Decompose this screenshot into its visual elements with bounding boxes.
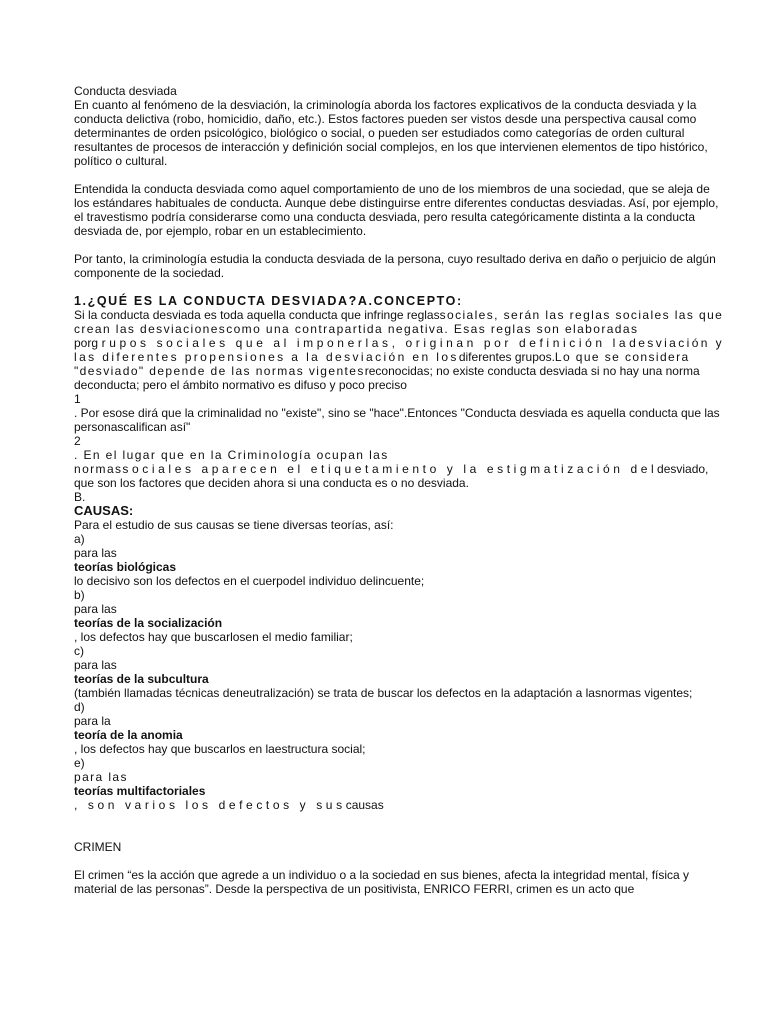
concept-paragraph-4: . En el lugar que en la Criminología ocupan las <box>74 448 389 462</box>
theory-text <box>74 798 724 812</box>
heading-concepto: 1.¿QUÉ ES LA CONDUCTA DESVIADA?A.CONCEPTO: <box>74 294 463 308</box>
paragraph-criminology: Por tanto, la criminología estudia la conducta desviada de la persona, cuyo resultado deriva en daño o perjuicio de algún componente de la sociedad. <box>74 252 716 280</box>
theory-letter: c) <box>74 644 84 658</box>
theory-text: (también llamadas técnicas deneutralización) se trata de buscar los defectos en la adaptación a lasnormas vigentes; <box>74 686 693 700</box>
theory-item <box>74 700 724 756</box>
paragraph-definition: Entendida la conducta desviada como aquel comportamiento de uno de los miembros de una sociedad, que se aleja de los estándares habituales de conducta. Aunque debe distinguirse entre diferentes conductas desviadas. Así, por ejemplo, el travestismo podría considerarse como una conducta desviada, pero resulta categóricamente distinta a la conducta desviada de, por ejemplo, robar en un establecimiento. <box>74 182 719 238</box>
concept-text: Si la conducta desviada es toda aquella conducta que infringe reglas <box>74 308 440 322</box>
theory-letter: a) <box>74 532 85 546</box>
paragraph-gap <box>74 812 724 826</box>
concept-text: conducta; pero el ámbito normativo es difuso y poco preciso <box>87 378 407 392</box>
concept-text: reconocidas; no existe conducta desviada si no hay una norma de <box>74 364 700 392</box>
concept-text-wide: grupos sociales que al imponerlas, originan por definición la <box>91 336 630 350</box>
theory-item <box>74 588 724 644</box>
theory-text: , los defectos hay que buscarlosen el medio familiar; <box>74 630 353 644</box>
concept-text-spaced: normas <box>74 462 123 476</box>
theory-text: , los defectos hay que buscarlos en laestructura social; <box>74 742 366 756</box>
concept-paragraph-2 <box>74 336 724 392</box>
theory-para: para la <box>74 714 111 728</box>
concept-text-spaced: como una contrapartida negativa. Esas reglas son elaboradas <box>226 322 639 336</box>
theory-para: para las <box>74 602 117 616</box>
concept-text: l desviado, que son los factores que deciden ahora si una conducta es o no desviada. <box>74 462 709 490</box>
theory-name: teorías de la subcultura <box>74 672 209 686</box>
theory-name: teorías multifactoriales <box>74 784 206 798</box>
paragraph-gap <box>74 854 724 868</box>
concept-text-wide: sociales aparecen el etiquetamiento y la estigmatización de <box>122 462 652 476</box>
section-title-crimen: CRIMEN <box>74 840 122 854</box>
theory-name: teoría de la anomia <box>74 728 183 742</box>
paragraph-gap <box>74 280 724 294</box>
paragraph-intro: En cuanto al fenómeno de la desviación, la criminología aborda los factores explicativos de la conducta desviada y la conducta delictiva (robo, homicidio, daño, etc.). Estos factores pueden ser vistos desde una perspectiva causal como determinantes de orden psicológico, biológico o social, o pueden ser estudiados como categorías de orden cultural resultantes de procesos de interacción y definición social complejos, en los que intervienen elementos de tipo histórico, político o cultural. <box>74 98 708 168</box>
concept-text: diferentes grupos. <box>458 350 555 364</box>
concept-text-wide: desviación y las diferentes propensiones a la desviación en los <box>74 336 724 364</box>
concept-paragraph-3: . Por esose dirá que la criminalidad no "existe", sino se "hace".Entonces "Conducta desviada es aquella conducta que las personascalifican así" <box>74 406 720 434</box>
paragraph-crimen: El crimen “es la acción que agrede a un individuo o a la sociedad en sus bienes, afecta la integridad mental, física y material de las personas”. Desde la perspectiva de un positivista, ENRICO FERRI, crimen es un acto que <box>74 868 690 896</box>
theory-item <box>74 644 724 700</box>
concept-paragraph <box>74 308 724 336</box>
theory-item <box>74 756 724 812</box>
theory-para: para las <box>74 770 128 784</box>
theory-name: teorías biológicas <box>74 560 177 574</box>
footnote-marker-2: 2 <box>74 434 81 448</box>
concept-paragraph-5 <box>74 462 724 490</box>
document-page <box>74 84 724 896</box>
paragraph-gap <box>74 168 724 182</box>
heading-causas: CAUSAS: <box>74 503 134 518</box>
footnote-marker-1: 1 <box>74 392 81 406</box>
theory-text-tail: causas <box>345 798 384 812</box>
theory-letter: b) <box>74 588 85 602</box>
concept-text-spaced: sociales, serán las reglas sociales las que crean las desviaciones <box>74 308 724 336</box>
theory-text: lo decisivo son los defectos en el cuerpodel individuo delincuente; <box>74 574 425 588</box>
causas-intro: Para el estudio de sus causas se tiene diversas teorías, así: <box>74 518 394 532</box>
concept-text-spaced: Lo que se considera "desviado" depende de las normas vigentes <box>74 350 690 378</box>
theory-letter: d) <box>74 700 85 714</box>
theory-letter: e) <box>74 756 85 770</box>
section-title-conducta-desviada: Conducta desviada <box>74 84 177 98</box>
theory-item <box>74 532 724 588</box>
concept-text: por <box>74 336 92 350</box>
section-letter-b: B. <box>74 490 86 504</box>
theory-para: para las <box>74 546 117 560</box>
paragraph-gap <box>74 238 724 252</box>
theory-name: teorías de la socialización <box>74 616 223 630</box>
theory-para: para las <box>74 658 117 672</box>
paragraph-gap <box>74 826 724 840</box>
theory-text-spaced: , son varios los defectos y sus <box>74 798 346 812</box>
